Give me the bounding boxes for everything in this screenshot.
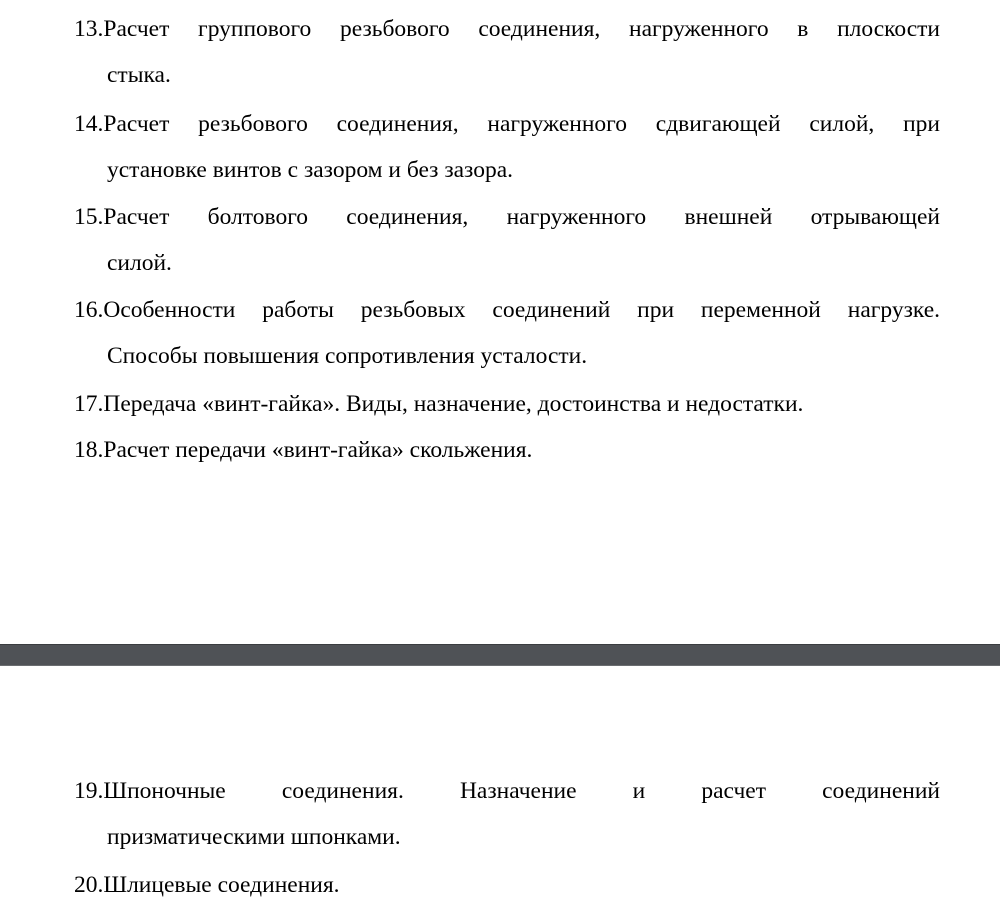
list-item-line: [74, 389, 940, 419]
list-item-text: Особенности работы резьбовых соединений при переменной нагрузке.: [103, 297, 940, 323]
list-item-number: 16.: [74, 297, 104, 323]
list-item-number: 14.: [74, 111, 104, 137]
list-item-continuation: Способы повышения сопротивления усталости.: [107, 343, 588, 369]
list-item-number: 18.: [74, 437, 104, 463]
list-item-text: Шпоночные соединения. Назначение и расчет соединений: [103, 778, 940, 804]
page-separator: [0, 644, 1000, 666]
list-item-line: [74, 295, 940, 325]
list-item-line: [74, 14, 940, 44]
list-item-text: Расчет группового резьбового соединения, нагруженного в плоскости: [103, 16, 940, 42]
list-item-text: Передача «винт-гайка». Виды, назначение, достоинства и недостатки.: [103, 391, 804, 417]
list-item-continuation: стыка.: [107, 62, 171, 88]
list-item-number: 13.: [74, 16, 104, 42]
list-item-text: Расчет болтового соединения, нагруженного внешней отрывающей: [103, 204, 940, 230]
list-item-text: Расчет резьбового соединения, нагруженного сдвигающей силой, при: [103, 111, 940, 137]
list-item-number: 15.: [74, 204, 104, 230]
list-item-line: [74, 435, 940, 465]
list-item-text: Шлицевые соединения.: [103, 872, 340, 898]
list-item-continuation: силой.: [107, 250, 172, 276]
list-item-continuation: установке винтов с зазором и без зазора.: [107, 157, 514, 183]
list-item-line: [74, 109, 940, 139]
list-item-number: 19.: [74, 778, 104, 804]
list-item-line: [74, 870, 940, 899]
list-item-continuation: призматическими шпонками.: [107, 824, 401, 850]
document-page: [0, 666, 1000, 899]
list-item-number: 20.: [74, 872, 104, 898]
list-item-line: [74, 776, 940, 806]
list-item-number: 17.: [74, 391, 104, 417]
list-item-line: [74, 202, 940, 232]
list-item-text: Расчет передачи «винт-гайка» скольжения.: [103, 437, 533, 463]
